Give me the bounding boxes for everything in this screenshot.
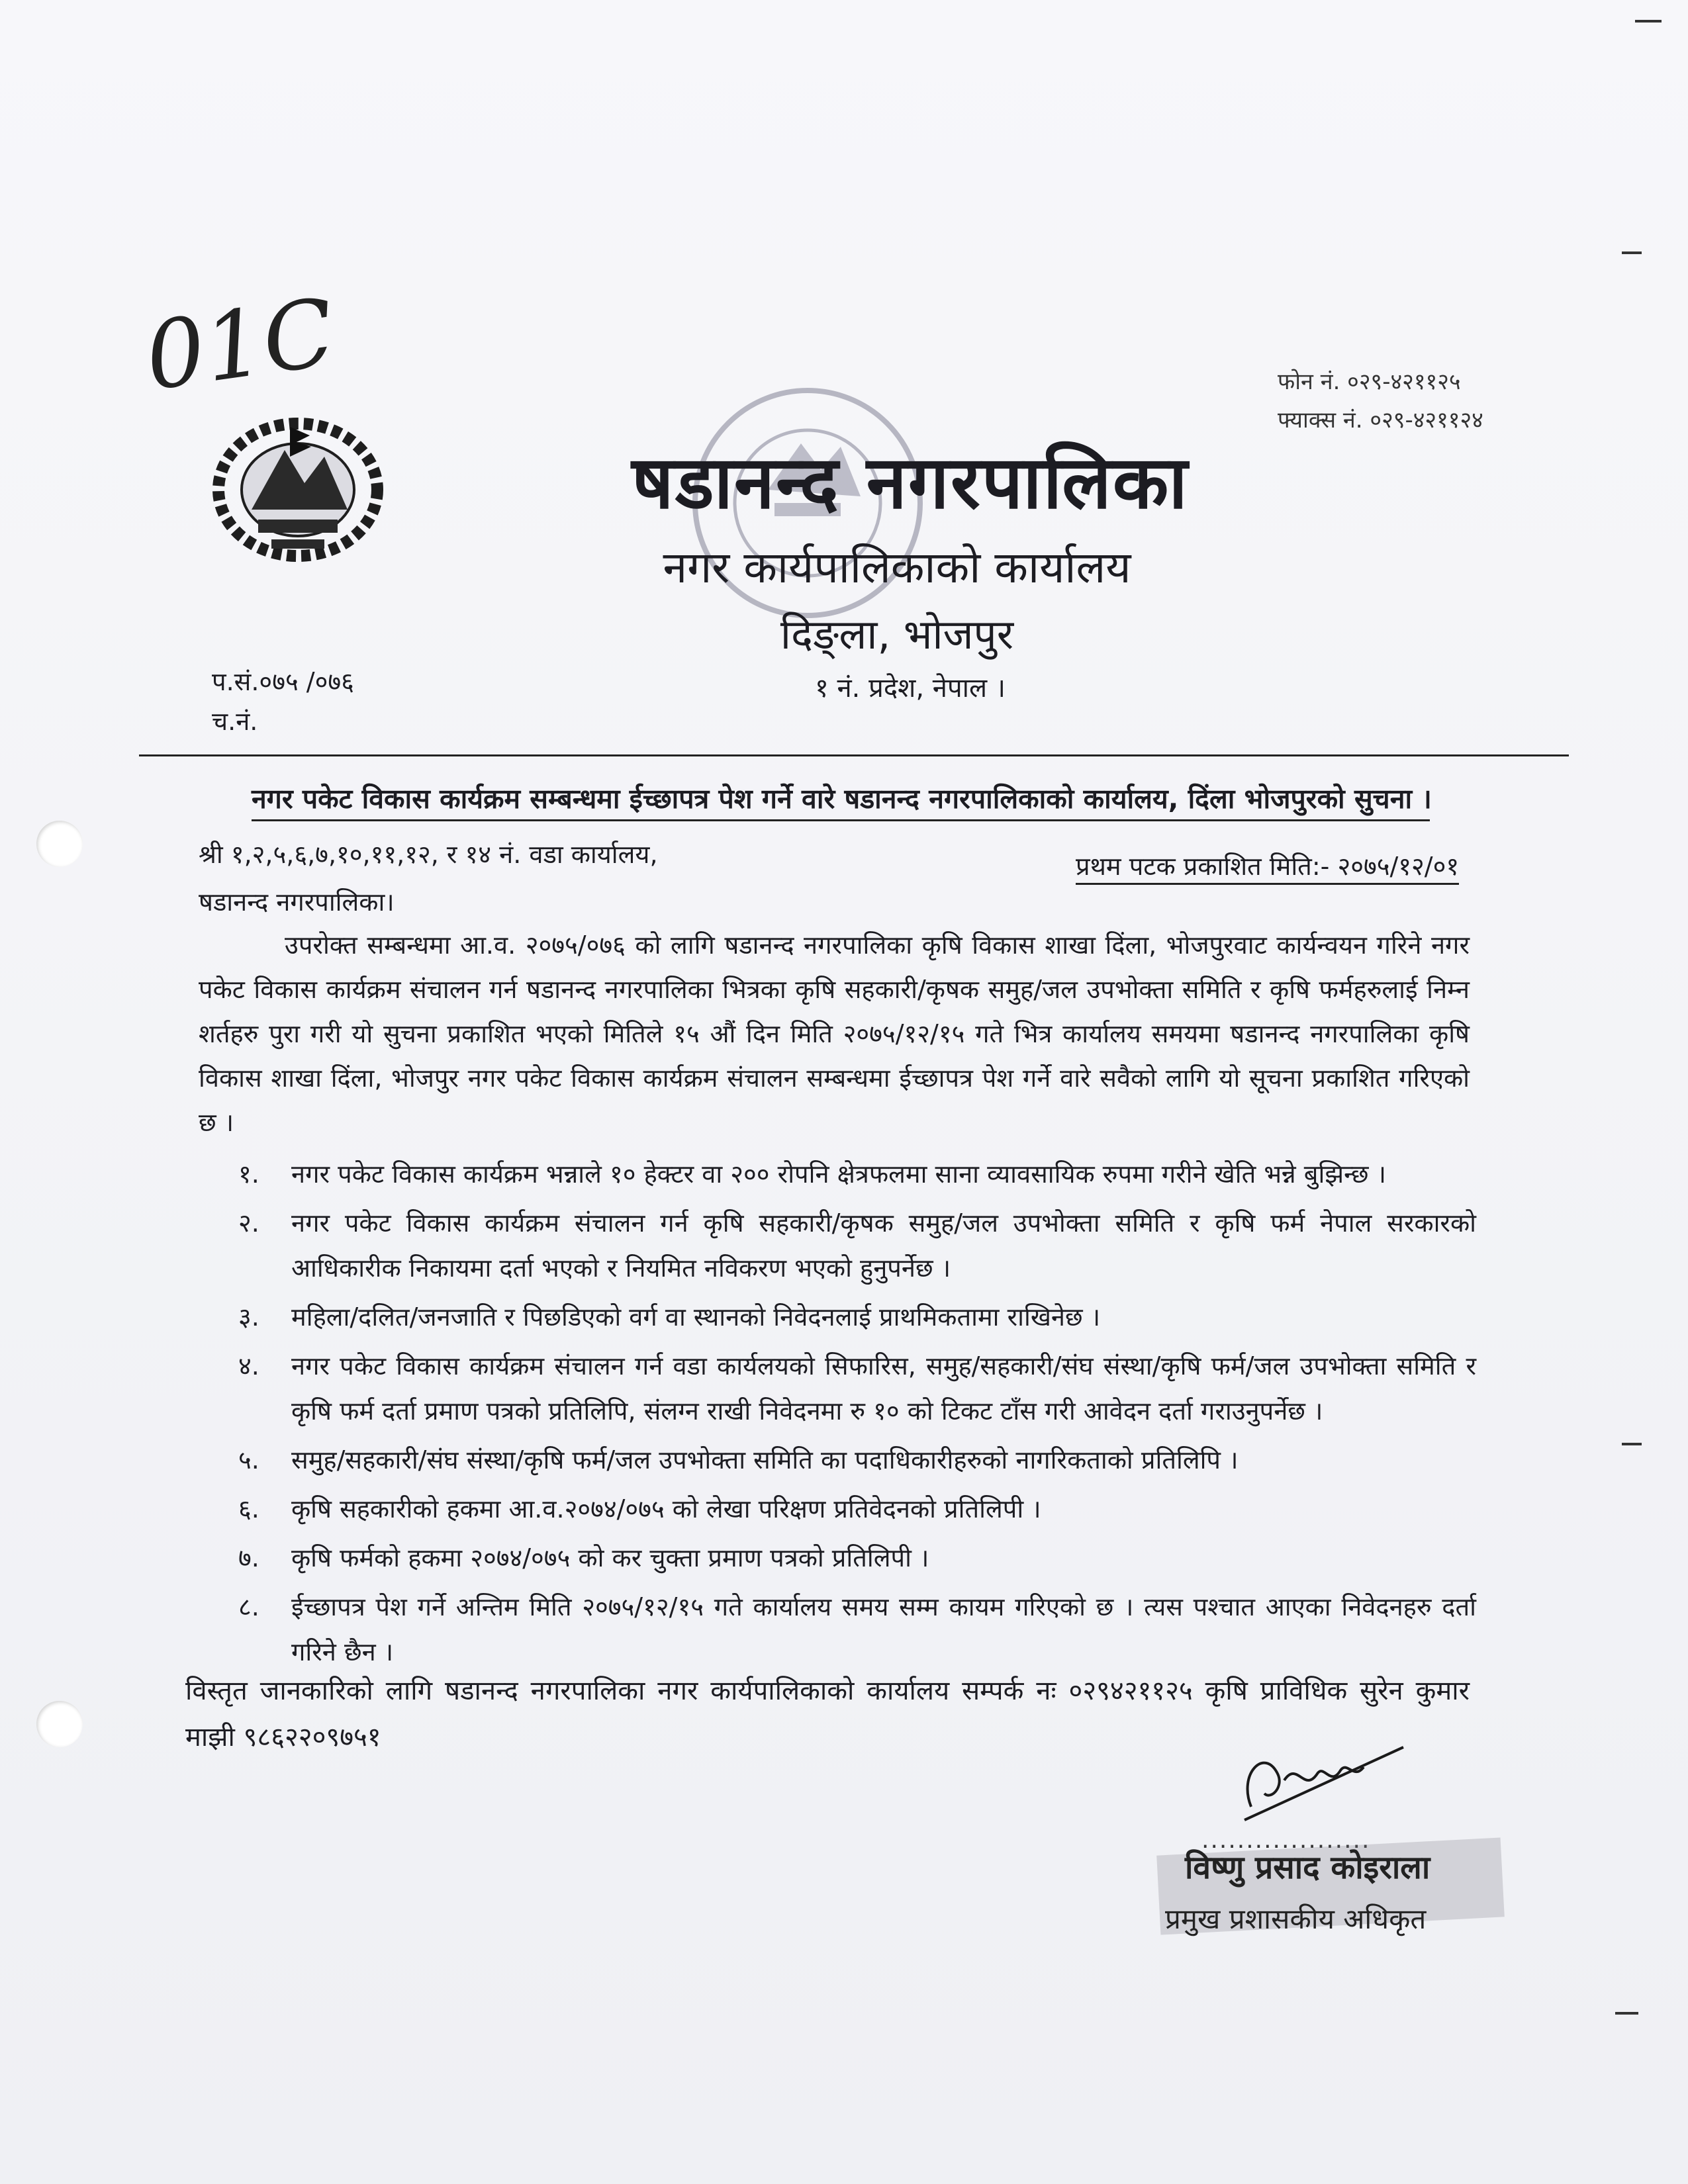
- dispatch-number: च.नं.: [212, 707, 258, 736]
- condition-item: ६. कृषि सहकारीको हकमा आ.व.२०७४/०७५ को लेखा परिक्षण प्रतिवेदनको प्रतिलिपी ।: [238, 1494, 1041, 1524]
- contact-footer: विस्तृत जानकारिको लागि षडानन्द नगरपालिका नगर कार्यपालिकाको कार्यालय सम्पर्क नः ०२९४२११२५ कृषि प्राविधिक सुरेन कुमार माझी ९८६२२०९७५१: [185, 1676, 1470, 1752]
- letter-number: प.सं.०७५ /०७६: [212, 667, 354, 696]
- condition-item: ८. ईच्छापत्र पेश गर्ने अन्तिम मिति २०७५/१२/१५ गते कार्यालय समय सम्म कायम गरिएको छ । त्यस पश्चात आएका निवेदनहरु दर्ता गरिने छैन ।: [238, 1592, 1476, 1666]
- signatory-title: प्रमुख प्रशासकीय अधिकृत: [1165, 1903, 1427, 1935]
- margin-mark: [1622, 1443, 1642, 1445]
- margin-mark: [1615, 2012, 1638, 2015]
- organization-name: षडानन्द नगरपालिका: [632, 440, 1189, 525]
- office-name: नगर कार्यपालिकाको कार्यालय: [663, 542, 1131, 593]
- conditions-list: [199, 1152, 1476, 1678]
- phone-number: फोन नं. ०२९-४२११२५: [1278, 369, 1461, 395]
- addressee-block: [199, 831, 658, 926]
- condition-item: २. नगर पकेट विकास कार्यक्रम संचालन गर्न कृषि सहकारी/कृषक समुह/जल उपभोक्ता समिति र कृषि फर्म नेपाल सरकारको आधिकारीक निकायमा दर्ता भएको र नियमित नविकरण भएको हुनुपर्नेछ ।: [238, 1208, 1476, 1283]
- handwritten-signature-icon: [1225, 1734, 1410, 1827]
- province-name: १ नं. प्रदेश, नेपाल ।: [814, 673, 1006, 704]
- fax-number: फ्याक्स नं. ०२९-४२११२४: [1278, 407, 1483, 433]
- town-name: दिङ्ला, भोजपुर: [780, 610, 1014, 659]
- handwritten-note: 01C: [139, 278, 342, 412]
- reference-block: [212, 662, 354, 741]
- signature-line: ...................: [1201, 1827, 1371, 1854]
- notice-body: उपरोक्त सम्बन्धमा आ.व. २०७५/०७६ को लागि षडानन्द नगरपालिका कृषि विकास शाखा दिंला, भोजपुरवाट कार्यन्वयन गरिने नगर पकेट विकास कार्यक्रम संचालन गर्न षडानन्द नगरपालिका भित्रका कृषि सहकारी/कृषक समुह/जल उपभोक्ता समिति र कृषि फर्महरुलाई निम्न शर्तहरु पुरा गरी यो सुचना प्रकाशित भएको मितिले १५ औं दिन मिति २०७५/१२/१५ गते भित्र कार्यालय समयमा षडानन्द नगरपालिका कृषि विकास शाखा दिंला, भोजपुर नगर पकेट विकास कार्यक्रम संचालन सम्बन्धमा ईच्छापत्र पेश गर्ने वारे सवैको लागि यो सूचना प्रकाशित गरिएको छ ।: [199, 931, 1470, 1137]
- publication-date: प्रथम पटक प्रकाशित मिति:- २०७५/१२/०१: [1076, 848, 1459, 885]
- condition-item: १. नगर पकेट विकास कार्यक्रम भन्नाले १० हेक्टर वा २०० रोपनि क्षेत्रफलमा साना व्यावसायिक रुपमा गरीने खेति भन्ने बुझिन्छ ।: [238, 1160, 1387, 1189]
- addressee-line: षडानन्द नगरपालिका।: [199, 887, 395, 917]
- condition-item: ३. महिला/दलित/जनजाति र पिछडिएको वर्ग वा स्थानको निवेदनलाई प्राथमिकतामा राखिनेछ ।: [238, 1302, 1101, 1332]
- condition-item: ७. कृषि फर्मको हकमा २०७४/०७५ को कर चुक्ता प्रमाण पत्रको प्रतिलिपी ।: [238, 1543, 929, 1572]
- margin-mark: [1622, 251, 1642, 254]
- punch-hole: [36, 1701, 83, 1747]
- contact-block: [1278, 363, 1483, 439]
- punch-hole: [36, 821, 83, 867]
- condition-item: ४. नगर पकेट विकास कार्यक्रम संचालन गर्न वडा कार्यलयको सिफारिस, समुह/सहकारी/संघ संस्था/कृषि फर्म/जल उपभोक्ता समिति र कृषि फर्म दर्ता प्रमाण पत्रको प्रतिलिपि, संलग्न राखी निवेदनमा रु १० को टिकट टाँस गरी आवेदन दर्ता गराउनुपर्नेछ ।: [238, 1351, 1476, 1426]
- margin-mark: [1635, 20, 1662, 23]
- notice-subject: नगर पकेट विकास कार्यक्रम सम्बन्धमा ईच्छापत्र पेश गर्ने वारे षडानन्द नगरपालिकाको कार्यालय, दिंला भोजपुरको सुचना ।: [252, 780, 1430, 821]
- addressee-line: श्री १,२,५,६,७,१०,११,१२, र १४ नं. वडा कार्यालय,: [199, 840, 658, 869]
- condition-item: ५. समुह/सहकारी/संघ संस्था/कृषि फर्म/जल उपभोक्ता समिति का पदाधिकारीहरुको नागरिकताको प्रतिलिपि ।: [238, 1445, 1239, 1475]
- signatory-name: विष्णु प्रसाद कोइराला: [1185, 1849, 1430, 1886]
- header-divider: [139, 754, 1569, 756]
